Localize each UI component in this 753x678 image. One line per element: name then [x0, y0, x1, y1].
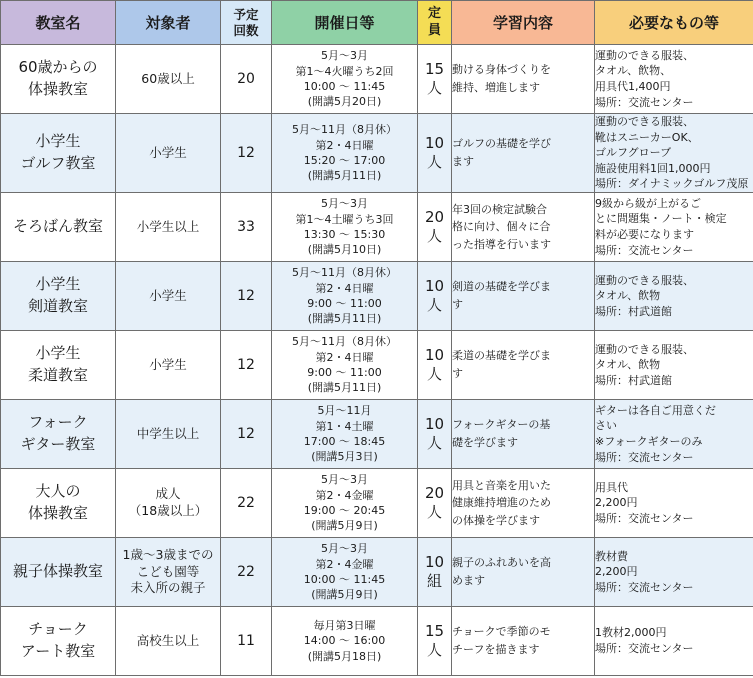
cell-schedule-line: (開講5月18日) — [307, 649, 382, 663]
cell-needs-line: 場所：交流センター — [595, 243, 694, 257]
cell-target — [116, 538, 221, 607]
cell-schedule-line: 9:00 ～ 11:00 — [307, 366, 382, 380]
cell-needs-line: 場所：交流センター — [595, 511, 694, 525]
cell-schedule — [272, 607, 418, 676]
cell-class-name-line: 小学生 — [35, 275, 81, 294]
cell-class-name — [1, 193, 116, 262]
cell-schedule-line: 15:20 ～ 17:00 — [303, 154, 386, 168]
cell-session-count: 12 — [221, 262, 272, 331]
cell-needs-line: とに問題集・ノート・検定 — [595, 212, 727, 226]
cell-schedule-line: 10:00 ～ 11:45 — [303, 80, 386, 93]
cell-capacity-line: 10 — [424, 552, 445, 571]
cell-class-name — [1, 538, 116, 607]
cell-needs-line: 運動のできる服装、 — [595, 273, 694, 287]
header-target: 対象者 — [116, 1, 221, 45]
cell-capacity — [418, 262, 452, 331]
cell-schedule — [272, 193, 418, 262]
cell-schedule-line: (開講5月3日) — [311, 450, 378, 464]
cell-needs-line: 場所：村武道館 — [595, 304, 672, 318]
cell-schedule-line: (開講5月20日) — [307, 95, 382, 109]
cell-content — [452, 538, 595, 607]
cell-needs-line: 9級から級が上がるご — [595, 196, 701, 210]
header-needs: 必要なもの等 — [595, 1, 753, 45]
header-content: 学習内容 — [452, 1, 595, 45]
cell-session-count: 12 — [221, 400, 272, 469]
cell-schedule-line: 9:00 ～ 11:00 — [307, 297, 382, 311]
cell-needs-line: ギターは各自ご用意くだ — [595, 403, 716, 417]
cell-needs — [595, 262, 753, 331]
header-row — [1, 1, 753, 45]
cell-target-line: 未入所の親子 — [130, 580, 206, 596]
cell-schedule — [272, 469, 418, 538]
header-count — [221, 1, 272, 45]
cell-content-line: 柔道の基礎を学びま — [452, 349, 551, 363]
cell-needs-line: さい — [595, 419, 617, 433]
cell-schedule-line: 5月～3月 — [321, 49, 368, 63]
cell-schedule-line: 5月～11月（8月休） — [292, 335, 397, 349]
cell-needs — [595, 331, 753, 400]
cell-class-name — [1, 469, 116, 538]
cell-needs-line: タオル、飲物 — [595, 358, 661, 372]
cell-target-line: 60歳以上 — [141, 70, 195, 86]
cell-needs-line: タオル、飲物、 — [595, 64, 672, 78]
cell-schedule-line: 5月～11月（8月休） — [292, 266, 397, 280]
cell-schedule — [272, 45, 418, 114]
cell-needs-line: 場所：交流センター — [595, 95, 694, 109]
cell-class-name — [1, 607, 116, 676]
cell-target-line: 小学生 — [149, 144, 187, 160]
table-row — [1, 607, 753, 676]
cell-class-name-line: アート教室 — [20, 642, 96, 661]
cell-schedule-line: 13:30 ～ 15:30 — [303, 228, 386, 242]
cell-needs-line: 用具代1,400円 — [595, 80, 671, 93]
cell-content-line: めます — [452, 574, 485, 588]
table-row — [1, 538, 753, 607]
cell-capacity-line: 人 — [426, 434, 442, 453]
cell-schedule-line: (開講5月11日) — [307, 312, 382, 326]
cell-capacity-line: 10 — [424, 414, 445, 433]
cell-schedule-line: 第2・4日曜 — [315, 138, 374, 152]
cell-needs-line: 靴はスニーカーOK、 — [595, 130, 699, 144]
cell-target — [116, 193, 221, 262]
header-capacity — [418, 1, 452, 45]
cell-class-name-line: そろばん教室 — [12, 217, 103, 236]
cell-capacity — [418, 400, 452, 469]
cell-capacity-line: 人 — [426, 79, 442, 97]
cell-class-name — [1, 262, 116, 331]
cell-needs-line: 2,200円 — [595, 565, 638, 579]
cell-session-count: 12 — [221, 114, 272, 193]
cell-capacity-line: 15 — [424, 621, 445, 640]
cell-schedule — [272, 400, 418, 469]
cell-target-line: 中学生以上 — [136, 425, 200, 441]
cell-needs-line: 運動のできる服装、 — [595, 115, 694, 128]
cell-target — [116, 114, 221, 193]
cell-class-name — [1, 45, 116, 114]
cell-content — [452, 262, 595, 331]
cell-class-name — [1, 114, 116, 193]
cell-schedule-line: 毎月第3日曜 — [313, 618, 376, 632]
cell-session-count: 11 — [221, 607, 272, 676]
cell-target — [116, 607, 221, 676]
cell-class-name-line: 柔道教室 — [27, 366, 88, 385]
cell-schedule-line: 17:00 ～ 18:45 — [303, 435, 386, 449]
cell-needs-line: 教材費 — [595, 549, 628, 563]
cell-schedule-line: 5月～3月 — [321, 542, 368, 556]
cell-capacity-line: 20 — [424, 207, 445, 226]
cell-content — [452, 400, 595, 469]
cell-content — [452, 607, 595, 676]
cell-needs-line: 場所：交流センター — [595, 642, 694, 656]
cell-content-line: 動ける身体づくりを — [452, 63, 551, 77]
cell-schedule-line: 5月～11月 — [317, 404, 372, 418]
cell-schedule-line: (開講5月9日) — [311, 519, 378, 533]
table-row — [1, 45, 753, 114]
cell-target — [116, 469, 221, 538]
cell-capacity-line: 人 — [426, 296, 442, 315]
cell-capacity-line: 人 — [426, 227, 442, 246]
cell-content-line: 年3回の検定試験合 — [452, 202, 547, 216]
cell-target-line: こども園等 — [136, 563, 200, 579]
cell-needs — [595, 469, 753, 538]
header-count-line: 予定 — [233, 6, 259, 22]
table-row — [1, 193, 753, 262]
cell-needs-line: 場所：交流センター — [595, 450, 694, 464]
table-row — [1, 400, 753, 469]
cell-schedule — [272, 331, 418, 400]
cell-content-line: 格に向け、個々に合 — [452, 220, 551, 234]
cell-capacity — [418, 45, 452, 114]
cell-content-line: す — [452, 367, 463, 381]
cell-content-line: 親子のふれあいを高 — [452, 556, 551, 570]
cell-content-line: チョークで季節のモ — [452, 625, 551, 639]
cell-class-name-line: 大人の — [35, 482, 81, 501]
cell-needs — [595, 400, 753, 469]
cell-schedule-line: 5月～3月 — [321, 197, 368, 211]
cell-capacity-line: 15 — [424, 59, 445, 78]
cell-capacity — [418, 538, 452, 607]
cell-needs — [595, 114, 753, 193]
cell-capacity-line: 人 — [426, 503, 442, 522]
cell-content-line: す — [452, 298, 463, 312]
cell-class-name-line: 体操教室 — [27, 504, 88, 523]
cell-target-line: 成人 — [155, 486, 181, 502]
cell-schedule-line: 第1～4土曜うち3回 — [295, 212, 394, 226]
cell-capacity — [418, 114, 452, 193]
cell-class-name-line: 60歳からの — [18, 58, 98, 77]
cell-capacity-line: 10 — [424, 345, 445, 364]
cell-session-count: 20 — [221, 45, 272, 114]
cell-needs-line: タオル、飲物 — [595, 289, 661, 303]
cell-class-name-line: 親子体操教室 — [12, 562, 103, 581]
cell-schedule-line: 第2・4日曜 — [315, 281, 374, 295]
cell-schedule — [272, 538, 418, 607]
cell-class-name-line: 小学生 — [35, 132, 81, 151]
cell-session-count: 22 — [221, 538, 272, 607]
cell-content-line: チーフを描きます — [452, 643, 540, 657]
cell-capacity — [418, 193, 452, 262]
cell-schedule-line: 5月～3月 — [321, 473, 368, 487]
cell-needs-line: ゴルフグローブ — [595, 146, 672, 160]
cell-content — [452, 114, 595, 193]
cell-class-name-line: 体操教室 — [27, 80, 88, 98]
cell-capacity — [418, 469, 452, 538]
cell-target — [116, 400, 221, 469]
cell-needs-line: 運動のできる服装、 — [595, 48, 694, 62]
cell-class-name — [1, 400, 116, 469]
header-count-line: 回数 — [233, 22, 259, 38]
header-class-name: 教室名 — [1, 1, 116, 45]
cell-target — [116, 262, 221, 331]
cell-needs-line: 1教材2,000円 — [595, 626, 667, 640]
cell-class-name — [1, 331, 116, 400]
cell-needs-line: 用具代 — [595, 480, 628, 494]
header-capacity-line: 定 — [427, 5, 441, 21]
cell-schedule-line: 14:00 ～ 16:00 — [303, 634, 386, 648]
cell-needs-line: 場所：ダイナミックゴルフ茂原 — [595, 177, 749, 191]
cell-needs — [595, 607, 753, 676]
cell-target — [116, 45, 221, 114]
cell-capacity-line: 10 — [424, 133, 445, 152]
cell-capacity-line: 人 — [426, 153, 442, 172]
cell-class-name-line: ゴルフ教室 — [20, 154, 96, 173]
cell-target — [116, 331, 221, 400]
table-row — [1, 114, 753, 193]
cell-content-line: ゴルフの基礎を学び — [452, 137, 551, 151]
cell-needs — [595, 45, 753, 114]
cell-content — [452, 331, 595, 400]
cell-needs-line: ※フォークギターのみ — [595, 435, 703, 449]
cell-target-line: 高校生以上 — [136, 632, 200, 648]
cell-needs-line: 場所：交流センター — [595, 580, 694, 594]
cell-capacity-line: 20 — [424, 483, 445, 502]
cell-class-name-line: 剣道教室 — [27, 297, 88, 316]
cell-schedule-line: 19:00 ～ 20:45 — [303, 504, 386, 518]
cell-schedule-line: 第2・4日曜 — [315, 350, 374, 364]
cell-session-count: 12 — [221, 331, 272, 400]
cell-capacity — [418, 331, 452, 400]
cell-needs — [595, 193, 753, 262]
cell-capacity — [418, 607, 452, 676]
cell-content — [452, 193, 595, 262]
cell-capacity-line: 人 — [426, 365, 442, 384]
cell-needs-line: 場所：村武道館 — [595, 373, 672, 387]
cell-content — [452, 469, 595, 538]
cell-schedule-line: (開講5月10日) — [307, 243, 382, 257]
cell-needs-line: 料が必要になります — [595, 228, 694, 242]
header-dates: 開催日等 — [272, 1, 418, 45]
cell-target-line: （18歳以上） — [128, 503, 208, 519]
cell-schedule — [272, 262, 418, 331]
cell-content-line: 健康維持増進のため — [452, 496, 551, 510]
table-row — [1, 469, 753, 538]
table-row — [1, 262, 753, 331]
cell-capacity-line: 10 — [424, 276, 445, 295]
cell-target-line: 小学生 — [149, 356, 187, 372]
cell-schedule-line: 第1～4火曜うち2回 — [295, 64, 394, 78]
cell-schedule-line: (開講5月11日) — [307, 381, 382, 395]
cell-content-line: の体操を学びます — [452, 513, 540, 527]
cell-target-line: 小学生以上 — [136, 218, 200, 234]
cell-schedule-line: 第1・4土曜 — [315, 419, 374, 433]
cell-content-line: 維持、増進します — [452, 81, 540, 94]
table-row — [1, 331, 753, 400]
cell-needs — [595, 538, 753, 607]
cell-needs-line: 2,200円 — [595, 496, 638, 510]
cell-schedule-line: 10:00 ～ 11:45 — [303, 573, 386, 587]
cell-content-line: フォークギターの基 — [452, 418, 551, 432]
cell-class-name-line: フォーク — [28, 413, 88, 432]
cell-schedule-line: (開講5月9日) — [311, 588, 378, 602]
cell-session-count: 22 — [221, 469, 272, 538]
cell-needs-line: 運動のできる服装、 — [595, 342, 694, 356]
cell-capacity-line: 組 — [426, 572, 442, 591]
cell-content-line: ます — [452, 155, 474, 169]
cell-capacity-line: 人 — [426, 641, 442, 660]
cell-target-line: 1歳～3歳までの — [122, 546, 214, 562]
cell-class-name-line: 小学生 — [35, 344, 81, 363]
cell-session-count: 33 — [221, 193, 272, 262]
cell-needs-line: 施設使用料1回1,000円 — [595, 161, 711, 175]
cell-content-line: 礎を学びます — [452, 436, 518, 450]
cell-schedule — [272, 114, 418, 193]
cell-class-name-line: チョーク — [28, 620, 88, 639]
cell-content-line: 剣道の基礎を学びま — [452, 280, 551, 294]
cell-content-line: 用具と音楽を用いた — [452, 478, 551, 492]
cell-target-line: 小学生 — [149, 287, 187, 303]
cell-content — [452, 45, 595, 114]
cell-class-name-line: ギター教室 — [20, 435, 96, 454]
cell-schedule-line: 5月～11月（8月休） — [292, 123, 397, 137]
cell-schedule-line: (開講5月11日) — [307, 169, 382, 183]
cell-schedule-line: 第2・4金曜 — [315, 557, 374, 571]
cell-content-line: った指導を行います — [452, 237, 551, 251]
cell-schedule-line: 第2・4金曜 — [315, 488, 374, 502]
header-capacity-line: 員 — [427, 22, 441, 38]
